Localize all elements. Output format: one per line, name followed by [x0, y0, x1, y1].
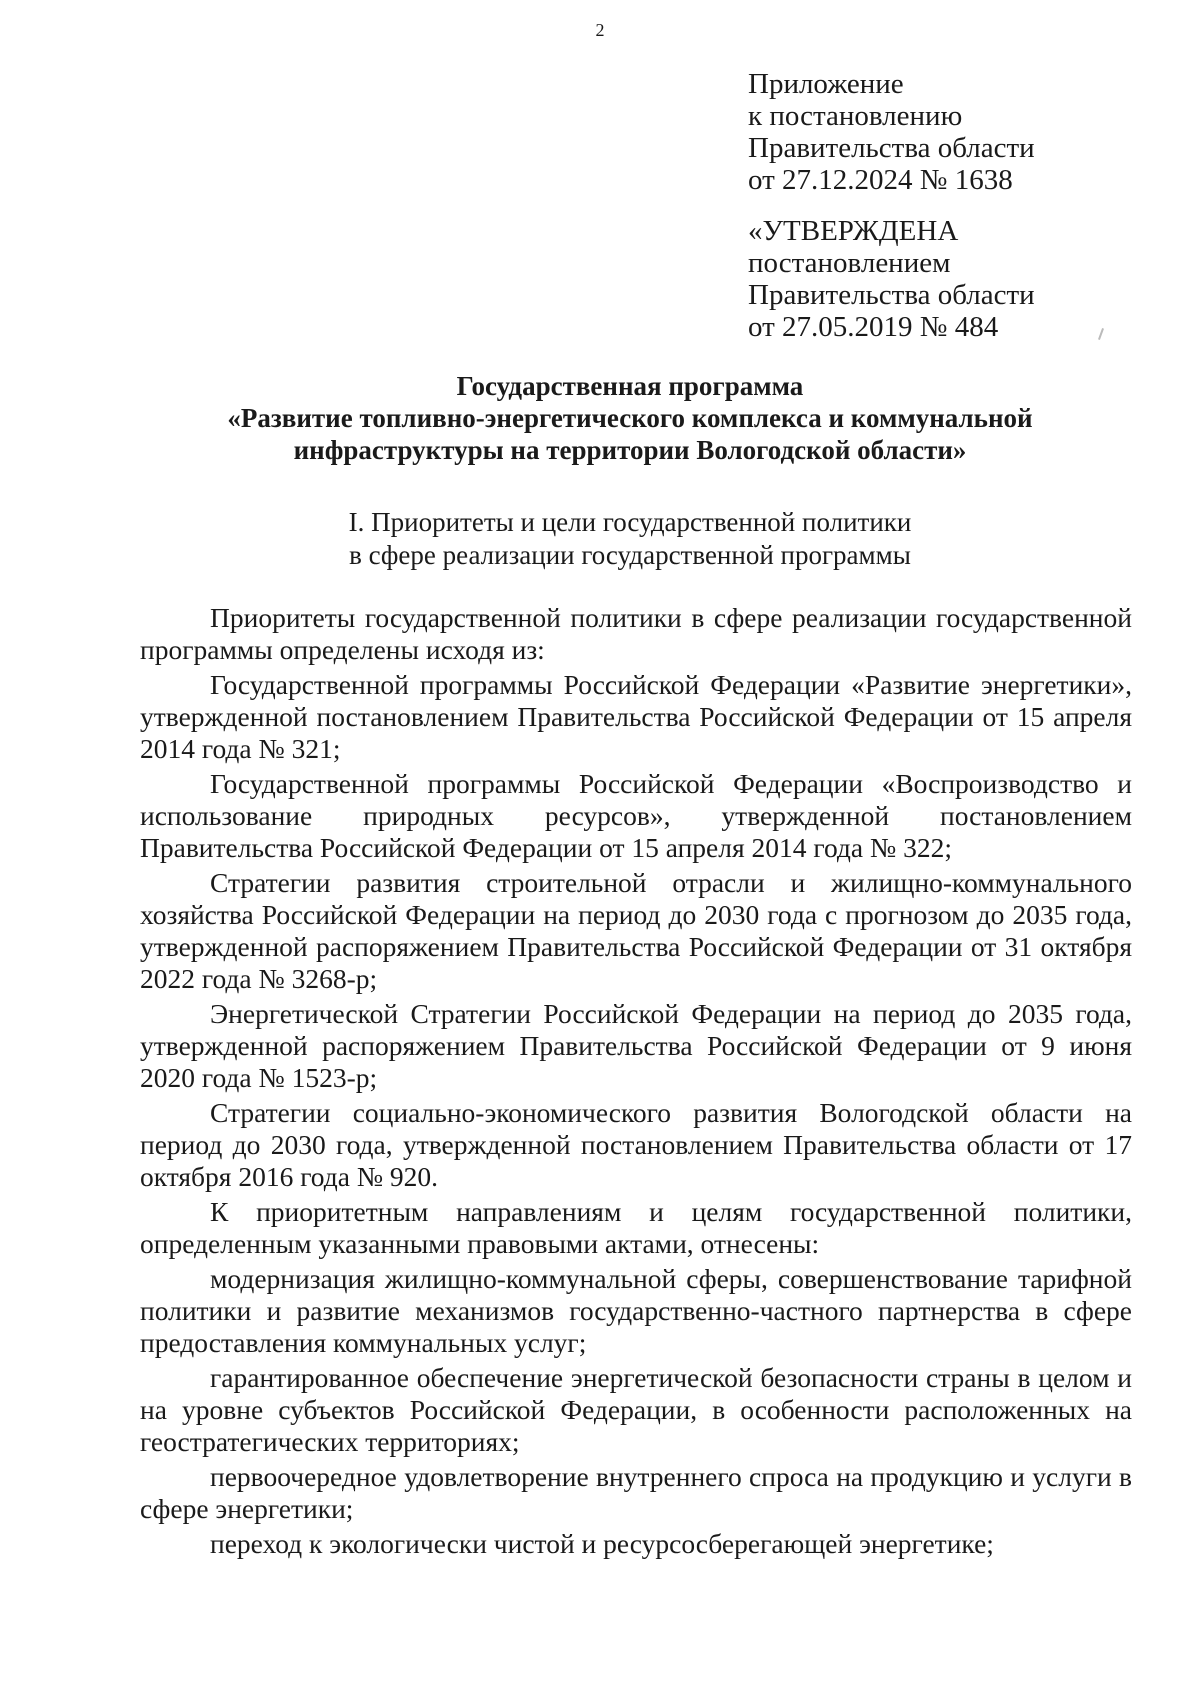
program-title [140, 370, 1120, 466]
appendix-line: к постановлению [748, 100, 963, 132]
approved-block [748, 215, 1168, 343]
section-heading [140, 506, 1120, 572]
paragraph: модернизация жилищно-коммунальной сферы, совершенствование тарифной политики и развитие механизмов государственно-частного партнерства в сфере предоставления коммунальных услуг; [140, 1263, 1132, 1358]
program-title-line: «Развитие топливно-энергетического комплекса и коммунальной [227, 403, 1033, 433]
paragraph: Энергетической Стратегии Российской Федерации на период до 2035 года, утвержденной распоряжением Правительства Российской Федерации от 9 июня 2020 года № 1523-р; [140, 998, 1132, 1093]
approved-line: от 27.05.2019 № 484 [748, 311, 999, 343]
appendix-line: Правительства области [748, 132, 1035, 164]
page-number: 2 [595, 20, 605, 40]
approved-line: «УТВЕРЖДЕНА [748, 215, 959, 247]
paragraph: первоочередное удовлетворение внутреннего спроса на продукцию и услуги в сфере энергетики; [140, 1461, 1132, 1524]
approved-line: Правительства области [748, 279, 1035, 311]
body-text [140, 602, 1132, 1563]
appendix-line: Приложение [748, 68, 904, 100]
paragraph: гарантированное обеспечение энергетической безопасности страны в целом и на уровне субъектов Российской Федерации, в особенности расположенных на геостратегических территориях; [140, 1362, 1132, 1457]
section-heading-line: I. Приоритеты и цели государственной политики [348, 507, 912, 537]
paragraph: переход к экологически чистой и ресурсосберегающей энергетике; [210, 1528, 994, 1559]
program-title-line: инфраструктуры на территории Вологодской области» [293, 435, 967, 465]
appendix-block [748, 68, 1168, 196]
paragraph: Государственной программы Российской Федерации «Воспроизводство и использование природных ресурсов», утвержденной постановлением Правительства Российской Федерации от 15 апреля 2014 года № 322; [140, 768, 1132, 863]
approved-line: постановлением [748, 247, 951, 279]
paragraph: Государственной программы Российской Федерации «Развитие энергетики», утвержденной постановлением Правительства Российской Федерации от 15 апреля 2014 года № 321; [140, 669, 1132, 764]
paragraph: Приоритеты государственной политики в сфере реализации государственной программы определены исходя из: [140, 602, 1132, 665]
paragraph: Стратегии социально-экономического развития Вологодской области на период до 2030 года, утвержденной постановлением Правительства области от 17 октября 2016 года № 920. [140, 1097, 1132, 1192]
paragraph: Стратегии развития строительной отрасли и жилищно-коммунального хозяйства Российской Федерации на период до 2030 года с прогнозом до 2035 года, утвержденной распоряжением Правительства Российской Федерации от 31 октября 2022 года № 3268-р; [140, 867, 1132, 994]
program-title-line: Государственная программа [456, 371, 804, 401]
section-heading-line: в сфере реализации государственной программы [349, 540, 911, 570]
paragraph: К приоритетным направлениям и целям государственной политики, определенным указанными правовыми актами, отнесены: [140, 1196, 1132, 1259]
appendix-line: от 27.12.2024 № 1638 [748, 164, 1013, 196]
